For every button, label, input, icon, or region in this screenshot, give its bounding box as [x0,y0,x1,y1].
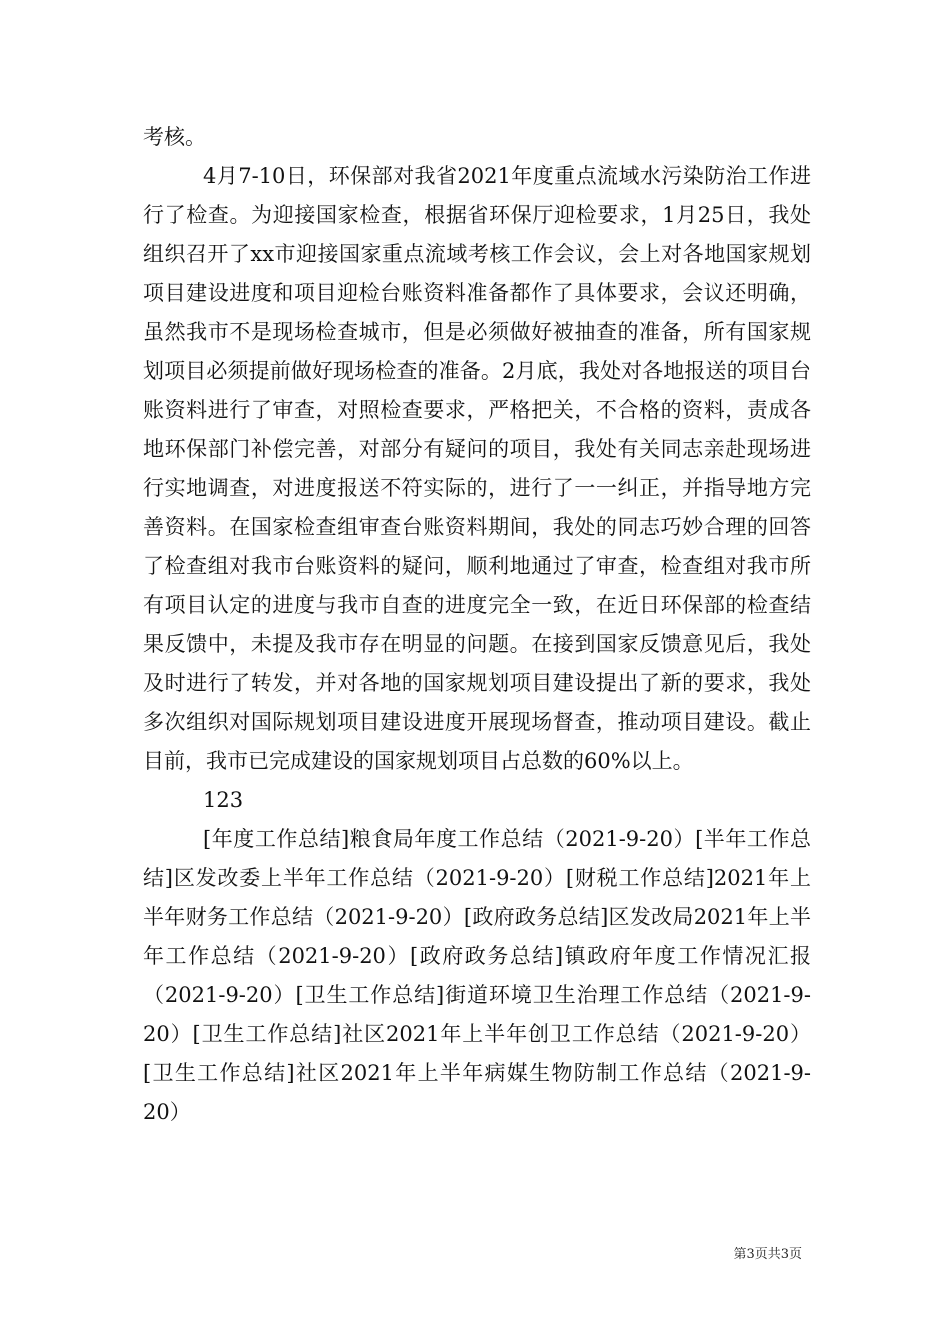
paragraph-related-links: [年度工作总结]粮食局年度工作总结（2021-9-20）[半年工作总结]区发改委上半年工作总结（2021-9-20）[财税工作总结]2021年上半年财务工作总结（2021-9-20）[政府政务总结]区发改局2021年上半年工作总结（2021-9-20）[政府政务总结]镇政府年度工作情况汇报（2021-9-20）[卫生工作总结]街道环境卫生治理工作总结（2021-9-20）[卫生工作总结]社区2021年上半年创卫工作总结（2021-9-20）[卫生工作总结]社区2021年上半年病媒生物防制工作总结（2021-9-20） [143,827,811,1124]
paragraph-continuation: 考核。 [143,125,206,149]
page-number-footer: 第3页共3页 [733,1247,802,1262]
document-body [143,118,811,1132]
paragraph-number: 123 [203,788,244,812]
paragraph-inspection-report: 4月7-10日，环保部对我省2021年度重点流域水污染防治工作进行了检查。为迎接国家检查，根据省环保厅迎检要求，1月25日，我处组织召开了xx市迎接国家重点流域考核工作会议，会上对各地国家规划项目建设进度和项目迎检台账资料准备都作了具体要求，会议还明确，虽然我市不是现场检查城市，但是必须做好被抽查的准备，所有国家规划项目必须提前做好现场检查的准备。2月底，我处对各地报送的项目台账资料进行了审查，对照检查要求，严格把关，不合格的资料，责成各地环保部门补偿完善，对部分有疑问的项目，我处有关同志亲赴现场进行实地调查，对进度报送不符实际的，进行了一一纠正，并指导地方完善资料。在国家检查组审查台账资料期间，我处的同志巧妙合理的回答了检查组对我市台账资料的疑问，顺利地通过了审查，检查组对我市所有项目认定的进度与我市自查的进度完全一致，在近日环保部的检查结果反馈中，未提及我市存在明显的问题。在接到国家反馈意见后，我处及时进行了转发，并对各地的国家规划项目建设提出了新的要求，我处多次组织对国际规划项目建设进度开展现场督查，推动项目建设。截止目前，我市已完成建设的国家规划项目占总数的60%以上。 [143,164,811,773]
